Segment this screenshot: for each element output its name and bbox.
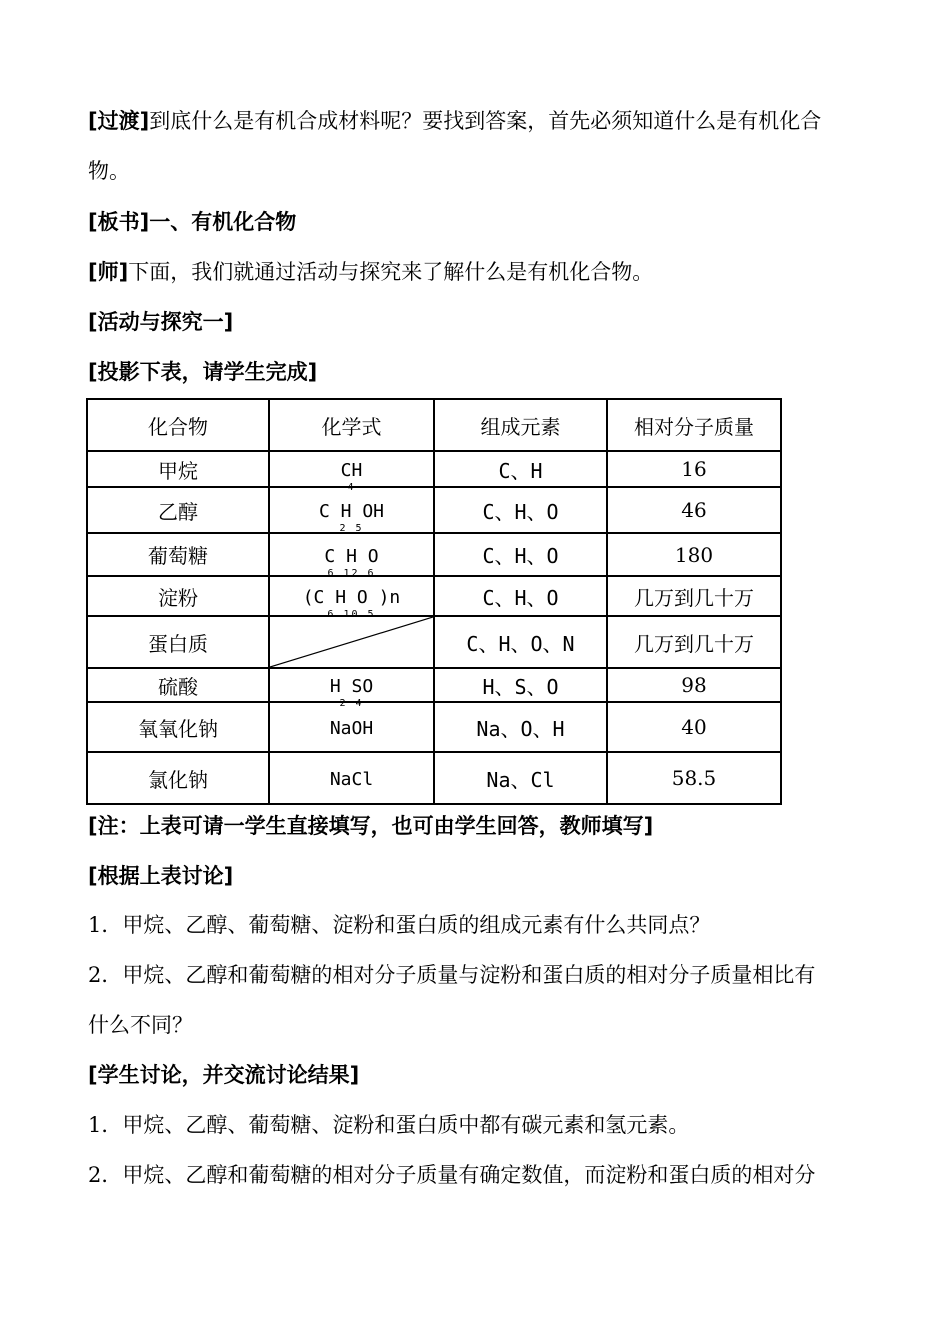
- cell-formula: NaOH: [269, 702, 434, 752]
- cell-mass: 40: [607, 702, 781, 752]
- cell-formula-empty: [269, 616, 434, 668]
- table-row: [87, 451, 781, 487]
- cell-mass: 16: [607, 451, 781, 487]
- cell-name: 淀粉: [87, 576, 269, 616]
- cell-formula: [269, 668, 434, 709]
- cell-formula: NaCl: [269, 752, 434, 804]
- table-header-row: [87, 399, 781, 451]
- teacher-tag: [师]: [88, 260, 129, 284]
- cell-mass: 180: [607, 533, 781, 576]
- cell-elements: C、H、O: [434, 576, 607, 616]
- table-row: [87, 616, 781, 668]
- cell-name: 氯化钠: [87, 752, 269, 804]
- paragraph-teacher: [88, 258, 653, 286]
- paragraph-transition-cont: 物。: [88, 159, 130, 183]
- header-elements: 组成元素: [434, 399, 607, 451]
- discussion-heading: [根据上表讨论]: [88, 864, 234, 888]
- cell-name: 蛋白质: [87, 616, 269, 668]
- cell-mass: 几万到几十万: [607, 576, 781, 616]
- blackboard-heading: [板书]一、有机化合物: [88, 210, 297, 234]
- header-mass: 相对分子质量: [607, 399, 781, 451]
- cell-formula: [269, 533, 434, 579]
- result-heading: [学生讨论，并交流讨论结果]: [88, 1063, 360, 1087]
- cell-elements: C、H、O: [434, 487, 607, 533]
- table-row: [87, 487, 781, 533]
- cell-elements: Na、O、H: [434, 702, 607, 752]
- transition-text: 到底什么是有机合成材料呢？要找到答案，首先必须知道什么是有机化合: [149, 109, 822, 133]
- cell-elements: C、H、O、N: [434, 616, 607, 668]
- table-row: [87, 702, 781, 752]
- formula-subscripts: 6 12 6: [327, 567, 376, 579]
- formula-subscripts: 4: [347, 482, 356, 493]
- cell-name: 氧氧化钠: [87, 702, 269, 752]
- question-1: 1．甲烷、乙醇、葡萄糖、淀粉和蛋白质的组成元素有什么共同点？: [88, 913, 711, 937]
- formula-text: C H OH: [318, 501, 385, 522]
- cell-elements: Na、Cl: [434, 752, 607, 804]
- compound-table: [86, 398, 782, 805]
- cell-formula: [269, 576, 434, 620]
- answer-2: 2．甲烷、乙醇和葡萄糖的相对分子质量有确定数值，而淀粉和蛋白质的相对分: [88, 1163, 816, 1187]
- teacher-text: 下面，我们就通过活动与探究来了解什么是有机化合物。: [128, 260, 654, 284]
- formula-subscripts: 6 10 5: [327, 609, 376, 620]
- diagonal-slash: [270, 617, 433, 667]
- table-row: [87, 533, 781, 576]
- table-row: [87, 668, 781, 702]
- activity-heading: [活动与探究一]: [88, 310, 234, 334]
- cell-mass: 58.5: [607, 752, 781, 804]
- cell-elements: C、H、O: [434, 533, 607, 576]
- cell-elements: C、H: [434, 451, 607, 487]
- header-formula: 化学式: [269, 399, 434, 451]
- cell-mass: 98: [607, 668, 781, 702]
- cell-mass: 几万到几十万: [607, 616, 781, 668]
- header-compound: 化合物: [87, 399, 269, 451]
- cell-name: 甲烷: [87, 451, 269, 487]
- cell-formula: [269, 451, 434, 493]
- answer-1: 1．甲烷、乙醇、葡萄糖、淀粉和蛋白质中都有碳元素和氢元素。: [88, 1113, 690, 1137]
- question-2-cont: 什么不同？: [88, 1013, 193, 1037]
- table-note: [注：上表可请一学生直接填写，也可由学生回答，教师填写]: [88, 814, 654, 838]
- formula-text: H SO: [329, 676, 374, 697]
- formula-subscripts: 2 5: [339, 523, 364, 534]
- cell-elements: H、S、O: [434, 668, 607, 702]
- cell-mass: 46: [607, 487, 781, 533]
- cell-formula: [269, 487, 434, 533]
- projection-heading: [投影下表，请学生完成]: [88, 360, 318, 384]
- formula-text: (C H O )n: [302, 587, 401, 608]
- cell-name: 葡萄糖: [87, 533, 269, 576]
- table-row: [87, 576, 781, 616]
- formula-text: CH: [340, 460, 363, 481]
- transition-tag: [过渡]: [88, 109, 150, 133]
- formula-text: C H O: [324, 545, 379, 567]
- formula-subscripts: 2 4: [339, 698, 364, 709]
- table-row: [87, 752, 781, 804]
- cell-name: 硫酸: [87, 668, 269, 702]
- question-2: 2．甲烷、乙醇和葡萄糖的相对分子质量与淀粉和蛋白质的相对分子质量相比有: [88, 963, 816, 987]
- paragraph-transition: [88, 107, 821, 135]
- cell-name: 乙醇: [87, 487, 269, 533]
